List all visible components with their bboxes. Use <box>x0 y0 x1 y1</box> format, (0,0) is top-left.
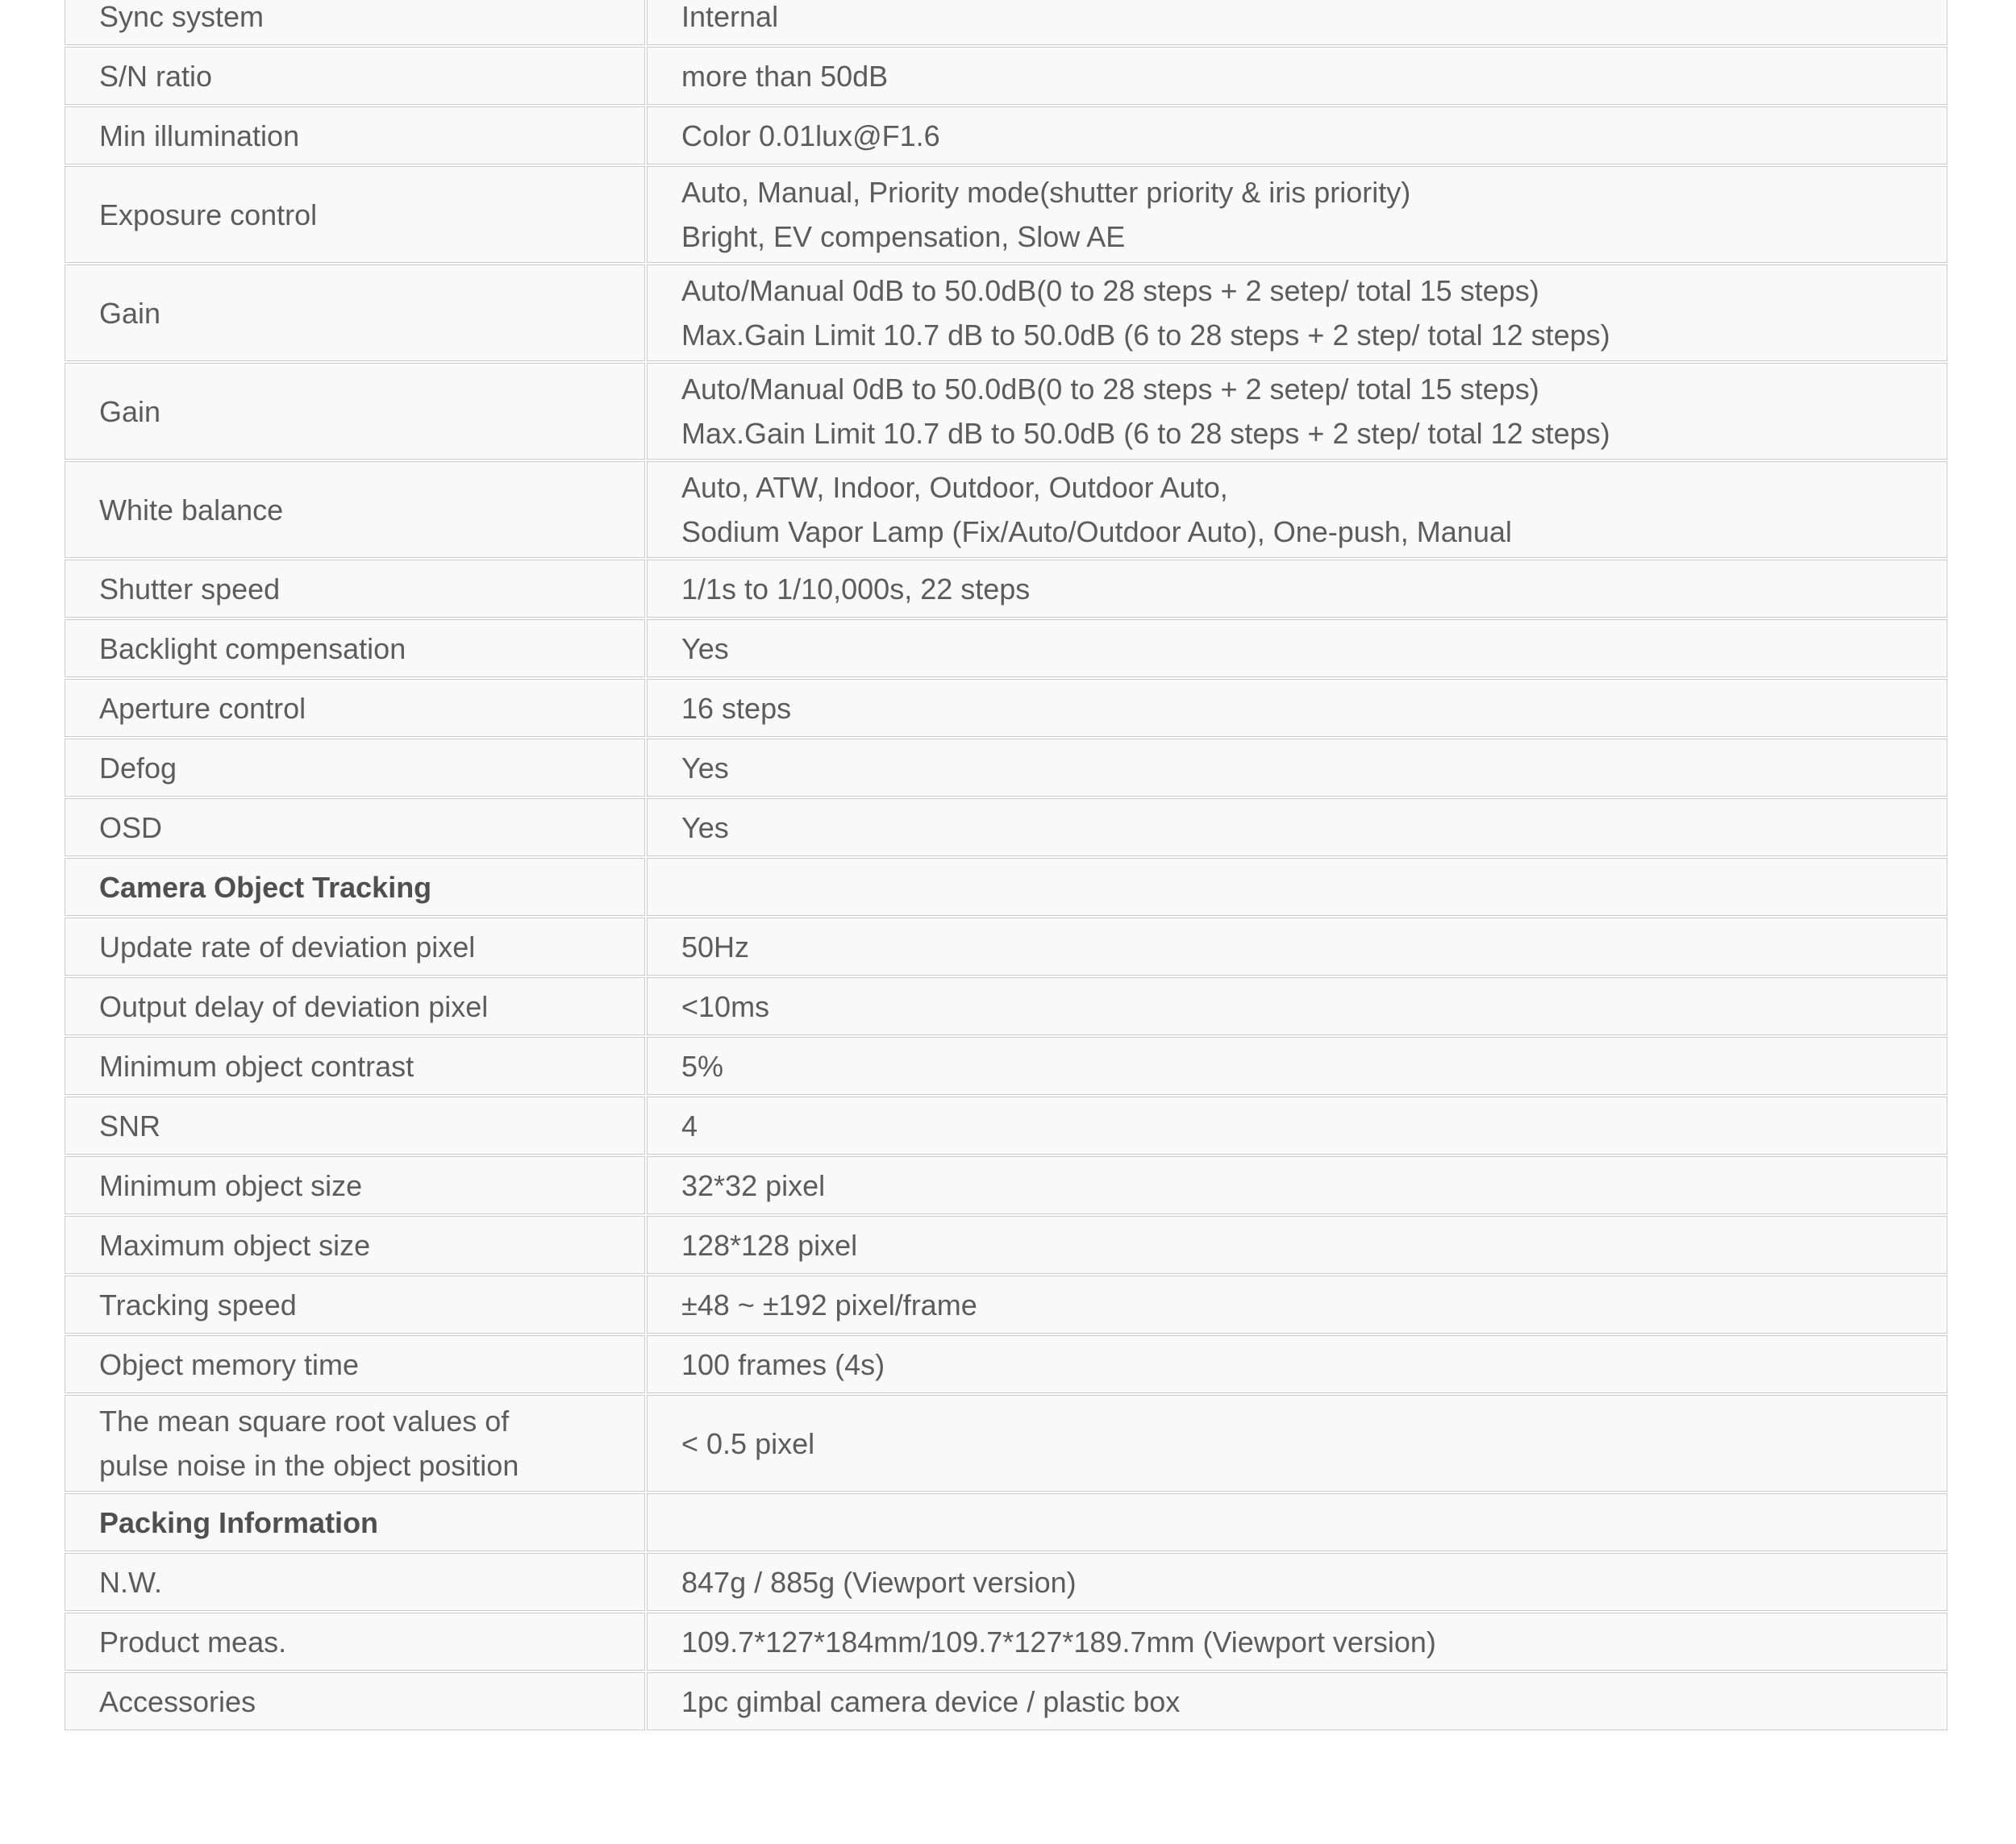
spec-label-cell <box>65 1216 645 1274</box>
spec-value-line: Yes <box>681 751 729 785</box>
spec-label: Product meas. <box>99 1625 287 1659</box>
spec-label: Min illumination <box>99 119 300 152</box>
section-header-cell <box>65 858 645 916</box>
spec-label-cell <box>65 1672 645 1730</box>
spec-label-cell <box>65 1335 645 1393</box>
spec-label-cell <box>65 363 645 460</box>
spec-value-cell <box>647 798 1947 856</box>
table-row <box>65 1097 1947 1155</box>
spec-value-line: <10ms <box>681 989 770 1023</box>
spec-value-line: 1pc gimbal camera device / plastic box <box>681 1684 1181 1718</box>
spec-label-cell <box>65 166 645 263</box>
table-row <box>65 363 1947 460</box>
spec-value-cell <box>647 47 1947 105</box>
spec-label: Tracking speed <box>99 1288 297 1322</box>
spec-label: Update rate of deviation pixel <box>99 930 476 964</box>
table-row <box>65 47 1947 105</box>
spec-value-line: Auto/Manual 0dB to 50.0dB(0 to 28 steps + 2 setep/ total 15 steps) <box>681 373 1539 406</box>
table-row <box>65 739 1947 797</box>
spec-label-cell <box>65 1097 645 1155</box>
spec-value-cell <box>647 1216 1947 1274</box>
spec-label-cell <box>65 1395 645 1492</box>
spec-value-line: Auto, Manual, Priority mode(shutter priority & iris priority) <box>681 176 1411 209</box>
spec-value-cell <box>647 619 1947 677</box>
spec-value-line: Sodium Vapor Lamp (Fix/Auto/Outdoor Auto), One-push, Manual <box>681 515 1512 548</box>
table-row <box>65 264 1947 361</box>
table-row <box>65 679 1947 737</box>
spec-value-cell <box>647 560 1947 618</box>
section-header: Packing Information <box>99 1505 379 1539</box>
spec-value-cell <box>647 363 1947 460</box>
spec-value-cell <box>647 977 1947 1035</box>
spec-value-line: Internal <box>681 0 779 33</box>
spec-value-cell <box>647 1276 1947 1334</box>
spec-label: Aperture control <box>99 691 306 725</box>
spec-label-cell <box>65 977 645 1035</box>
spec-value-cell <box>647 918 1947 976</box>
table-row <box>65 1276 1947 1334</box>
table-row <box>65 1335 1947 1393</box>
table-row <box>65 798 1947 856</box>
spec-label: Minimum object contrast <box>99 1049 414 1083</box>
spec-label-cell <box>65 461 645 558</box>
spec-label: S/N ratio <box>99 59 213 93</box>
spec-value-cell-empty <box>647 858 1947 916</box>
spec-value-cell <box>647 1553 1947 1611</box>
spec-value-line: 128*128 pixel <box>681 1228 858 1262</box>
spec-label: Exposure control <box>99 198 318 231</box>
table-row <box>65 619 1947 677</box>
spec-value-cell <box>647 1156 1947 1214</box>
spec-label: Output delay of deviation pixel <box>99 989 489 1023</box>
spec-value-cell <box>647 106 1947 164</box>
spec-table <box>63 0 1949 1732</box>
spec-value-cell <box>647 739 1947 797</box>
spec-label-cell <box>65 0 645 45</box>
spec-value-line: Auto, ATW, Indoor, Outdoor, Outdoor Auto, <box>681 471 1228 504</box>
spec-value-line: more than 50dB <box>681 59 889 93</box>
table-row <box>65 918 1947 976</box>
table-row <box>65 1156 1947 1214</box>
spec-label: Maximum object size <box>99 1228 371 1262</box>
spec-label: Defog <box>99 751 177 785</box>
spec-value-line: 5% <box>681 1049 724 1083</box>
table-row <box>65 560 1947 618</box>
spec-value-cell <box>647 1672 1947 1730</box>
spec-value-line: 32*32 pixel <box>681 1168 826 1202</box>
spec-value-line: 4 <box>681 1109 698 1143</box>
spec-label-cell <box>65 264 645 361</box>
spec-value-cell <box>647 0 1947 45</box>
spec-value-cell <box>647 264 1947 361</box>
spec-label: pulse noise in the object position <box>99 1449 519 1482</box>
section-header-cell <box>65 1493 645 1551</box>
spec-value-line: Auto/Manual 0dB to 50.0dB(0 to 28 steps + 2 setep/ total 15 steps) <box>681 274 1539 307</box>
spec-label: Object memory time <box>99 1347 360 1381</box>
spec-label-cell <box>65 560 645 618</box>
spec-value-line: 109.7*127*184mm/109.7*127*189.7mm (Viewport version) <box>681 1625 1436 1659</box>
table-row <box>65 461 1947 558</box>
spec-label-cell <box>65 918 645 976</box>
spec-label: OSD <box>99 810 163 844</box>
spec-value-line: < 0.5 pixel <box>681 1426 815 1460</box>
section-header: Camera Object Tracking <box>99 870 432 904</box>
spec-value-cell <box>647 1037 1947 1095</box>
spec-label-cell <box>65 679 645 737</box>
spec-label-cell <box>65 1156 645 1214</box>
spec-label-cell <box>65 47 645 105</box>
spec-value-cell-empty <box>647 1493 1947 1551</box>
spec-label-cell <box>65 1553 645 1611</box>
spec-label: SNR <box>99 1109 161 1143</box>
table-row <box>65 166 1947 263</box>
spec-value-line: 1/1s to 1/10,000s, 22 steps <box>681 572 1031 606</box>
spec-value-line: 847g / 885g (Viewport version) <box>681 1565 1077 1599</box>
spec-value-cell <box>647 166 1947 263</box>
spec-label: Gain <box>99 394 161 428</box>
spec-value-line: Yes <box>681 810 729 844</box>
spec-value-line: 50Hz <box>681 930 750 964</box>
table-section-row <box>65 858 1947 916</box>
spec-table-container <box>63 0 1949 1732</box>
spec-label: The mean square root values of <box>99 1405 510 1438</box>
spec-value-line: Yes <box>681 631 729 665</box>
spec-label: Shutter speed <box>99 572 281 606</box>
table-row <box>65 1613 1947 1671</box>
spec-value-line: Max.Gain Limit 10.7 dB to 50.0dB (6 to 28 steps + 2 step/ total 12 steps) <box>681 417 1610 450</box>
spec-label-cell <box>65 106 645 164</box>
table-row <box>65 106 1947 164</box>
spec-label: White balance <box>99 493 284 527</box>
spec-label: Minimum object size <box>99 1168 363 1202</box>
spec-label: Sync system <box>99 0 264 33</box>
spec-label-cell <box>65 739 645 797</box>
spec-label-cell <box>65 1276 645 1334</box>
spec-label: N.W. <box>99 1565 162 1599</box>
spec-value-cell <box>647 679 1947 737</box>
spec-value-cell <box>647 1395 1947 1492</box>
spec-label-cell <box>65 1037 645 1095</box>
spec-value-cell <box>647 461 1947 558</box>
spec-value-cell <box>647 1097 1947 1155</box>
table-row <box>65 977 1947 1035</box>
table-row <box>65 1672 1947 1730</box>
spec-value-line: 100 frames (4s) <box>681 1347 885 1381</box>
spec-label-cell <box>65 619 645 677</box>
spec-value-line: Color 0.01lux@F1.6 <box>681 119 940 152</box>
table-section-row <box>65 1493 1947 1551</box>
spec-label-cell <box>65 798 645 856</box>
table-row <box>65 1216 1947 1274</box>
table-row <box>65 1037 1947 1095</box>
spec-label: Backlight compensation <box>99 631 406 665</box>
spec-value-line: Max.Gain Limit 10.7 dB to 50.0dB (6 to 28 steps + 2 step/ total 12 steps) <box>681 318 1610 352</box>
table-row <box>65 1553 1947 1611</box>
spec-label-cell <box>65 1613 645 1671</box>
spec-label: Accessories <box>99 1684 256 1718</box>
table-row <box>65 1395 1947 1492</box>
spec-value-line: Bright, EV compensation, Slow AE <box>681 220 1126 253</box>
spec-value-line: 16 steps <box>681 691 792 725</box>
spec-value-cell <box>647 1613 1947 1671</box>
spec-value-line: ±48 ~ ±192 pixel/frame <box>681 1288 977 1322</box>
spec-label: Gain <box>99 296 161 330</box>
table-row <box>65 0 1947 45</box>
spec-value-cell <box>647 1335 1947 1393</box>
